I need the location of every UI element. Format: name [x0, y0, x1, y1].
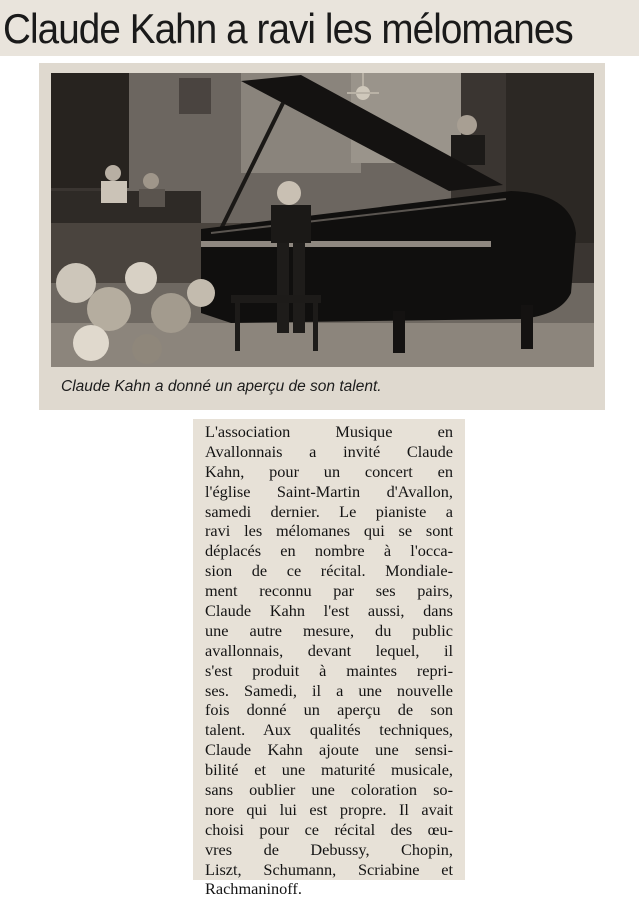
concert-photo-image	[51, 73, 594, 367]
article-line: une autre mesure, du public	[205, 620, 453, 640]
article-line: ses. Samedi, il a une nouvelle	[205, 680, 453, 700]
article-line: fois donné un aperçu de son	[205, 700, 453, 720]
article-line: sion de ce récital. Mondiale-	[205, 561, 453, 581]
article-line: Avallonnais a invité Claude	[205, 441, 453, 461]
article-line: sans oublier une coloration so-	[205, 780, 453, 800]
article-line: L'association Musique en	[205, 422, 453, 441]
article-line: Liszt, Schumann, Scriabine et	[205, 859, 453, 879]
article-line: Rachmaninoff.	[205, 879, 302, 899]
article-line: ment reconnu par ses pairs,	[205, 581, 453, 601]
article-line: avallonnais, devant lequel, il	[205, 640, 453, 660]
headline: Claude Kahn a ravi les mélomanes	[3, 5, 573, 52]
article-column	[193, 419, 465, 899]
article-line: nore qui lui est propre. Il avait	[205, 799, 453, 819]
article-line: vres de Debussy, Chopin,	[205, 839, 453, 859]
photo-caption: Claude Kahn a donné un aperçu de son talent.	[61, 378, 382, 395]
article-line: Claude Kahn l'est aussi, dans	[205, 601, 453, 621]
article-line: ravi les mélomanes qui se sont	[205, 521, 453, 541]
article-line: bilité et une maturité musicale,	[205, 760, 453, 780]
headline-strip	[0, 0, 639, 56]
article-line: talent. Aux qualités techniques,	[205, 720, 453, 740]
article-line: choisi pour ce récital des œu-	[205, 819, 453, 839]
article-line: l'église Saint-Martin d'Avallon,	[205, 481, 453, 501]
article-line: Claude Kahn ajoute une sensi-	[205, 740, 453, 760]
article-line: Kahn, pour un concert en	[205, 461, 453, 481]
concert-photo	[51, 73, 594, 367]
article-line: samedi dernier. Le pianiste a	[205, 501, 453, 521]
article-body	[205, 422, 453, 899]
article-line: déplacés en nombre à l'occa-	[205, 541, 453, 561]
article-line: s'est produit à maintes repri-	[205, 660, 453, 680]
photo-card	[39, 63, 605, 410]
